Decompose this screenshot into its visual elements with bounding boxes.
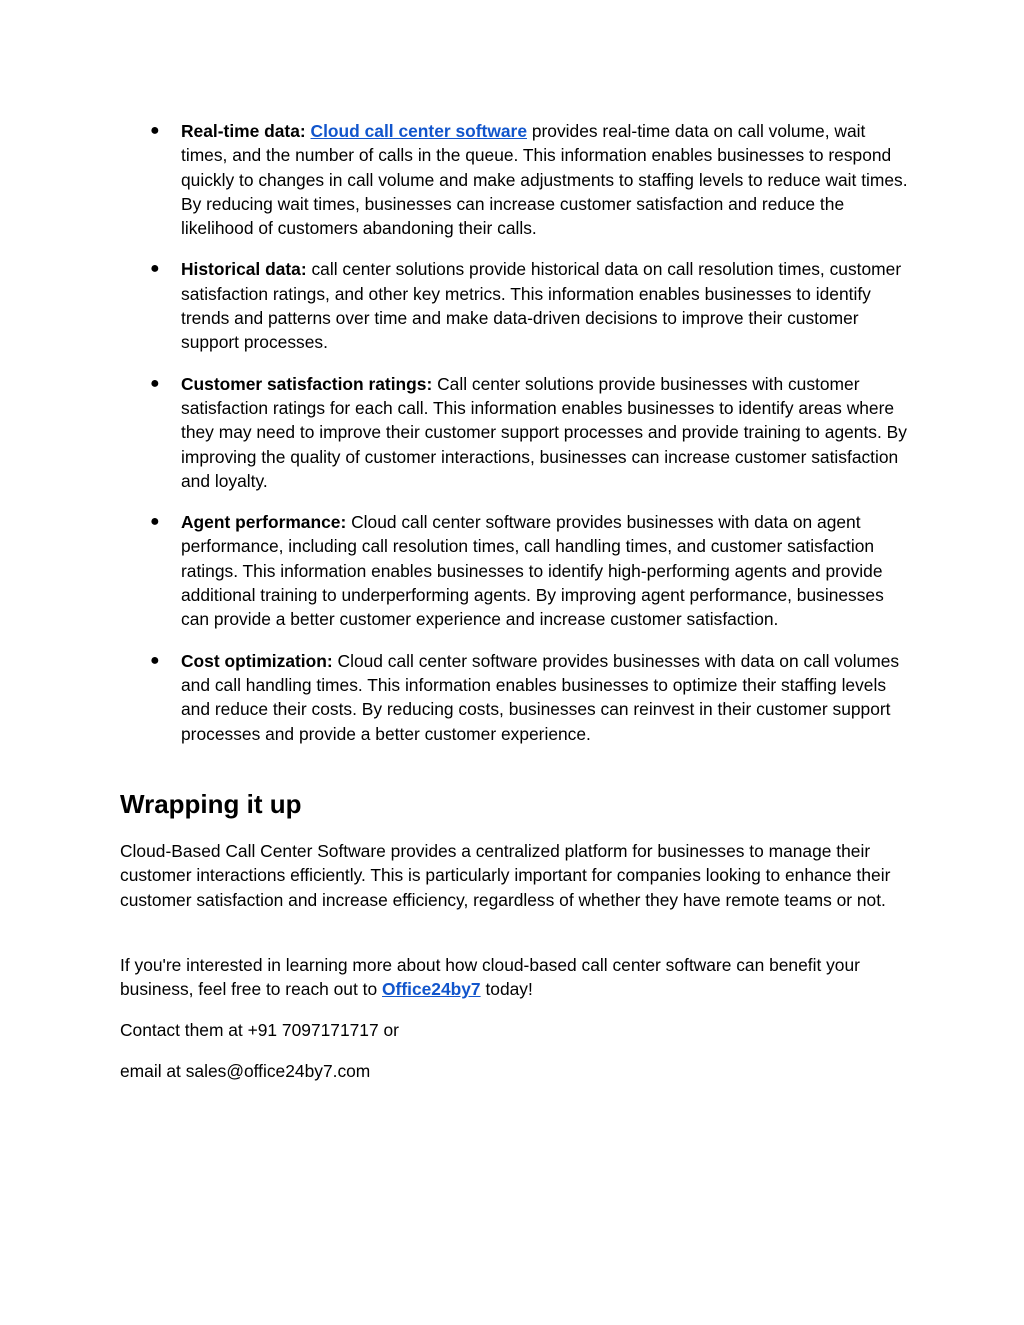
bullet-title: Customer satisfaction ratings: [181, 373, 433, 394]
bullet-icon: ● [150, 513, 160, 531]
bullet-real-time-data [120, 119, 910, 240]
bullet-historical-data [120, 257, 910, 354]
bullet-title: Agent performance: [181, 512, 347, 533]
metrics-bullet-list [120, 119, 910, 763]
bullet-icon: ● [150, 122, 160, 139]
bullet-title: Cost optimization: [181, 650, 333, 671]
bullet-title: Historical data: [181, 259, 307, 280]
bullet-text: Call center solutions provide businesses with customer satisfaction ratings for each call. This information enables businesses to identify areas where they may need to improve their customer support processes and provide training to agents. By improving the quality of customer interactions, businesses can increase customer satisfaction and loyalty. [181, 373, 907, 491]
contact-invitation-paragraph [120, 953, 910, 1002]
bullet-cost-optimization [120, 649, 910, 746]
bullet-text: call center solutions provide historical data on call resolution times, customer satisfaction ratings, and other key metrics. This information enables businesses to identify trends and patterns over time and make data-driven decisions to improve their customer support processes. [181, 259, 902, 353]
paragraph-text: If you're interested in learning more about how cloud-based call center software can benefit your business, feel free to reach out to [120, 955, 860, 1000]
bullet-title: Real-time data: [181, 121, 306, 141]
office24by7-link[interactable]: Office24by7 [382, 979, 481, 1000]
bullet-text: Cloud call center software provides businesses with data on call volumes and call handling times. This information enables businesses to optimize their staffing levels and reduce their costs. By reducing costs, businesses can reinvest in their customer support processes and provide a better customer experience. [181, 650, 900, 744]
cloud-call-center-software-link[interactable]: Cloud call center software [310, 121, 527, 141]
paragraph-text: today! [485, 979, 533, 1000]
bullet-text: provides real-time data on call volume, wait times, and the number of calls in the queue. This information enables businesses to respond quickly to changes in call volume and make adjustments to staffing levels to reduce wait times. By reducing wait times, businesses can increase customer satisfaction and reduce the likelihood of customers abandoning their calls. [181, 121, 908, 239]
contact-phone-line: Contact them at +91 7097171717 or [120, 1020, 399, 1040]
section-heading: Wrapping it up [120, 789, 302, 819]
summary-paragraph: Cloud-Based Call Center Software provides a centralized platform for businesses to manage their customer interactions efficiently. This is particularly important for companies looking to enhance their customer satisfaction and increase efficiency, regardless of whether they have remote teams or not. [120, 841, 891, 910]
contact-email-line: email at sales@office24by7.com [120, 1061, 371, 1081]
bullet-text: Cloud call center software provides businesses with data on agent performance, including call resolution times, call handling times, and customer satisfaction ratings. This information enables businesses to identify high-performing agents and provide additional training to underperforming agents. By improving agent performance, businesses can provide a better customer experience and increase customer satisfaction. [181, 512, 884, 630]
bullet-icon: ● [150, 651, 160, 669]
bullet-customer-satisfaction-ratings [120, 372, 910, 493]
bullet-agent-performance [120, 510, 910, 631]
bullet-icon: ● [150, 374, 160, 392]
bullet-icon: ● [150, 260, 160, 278]
